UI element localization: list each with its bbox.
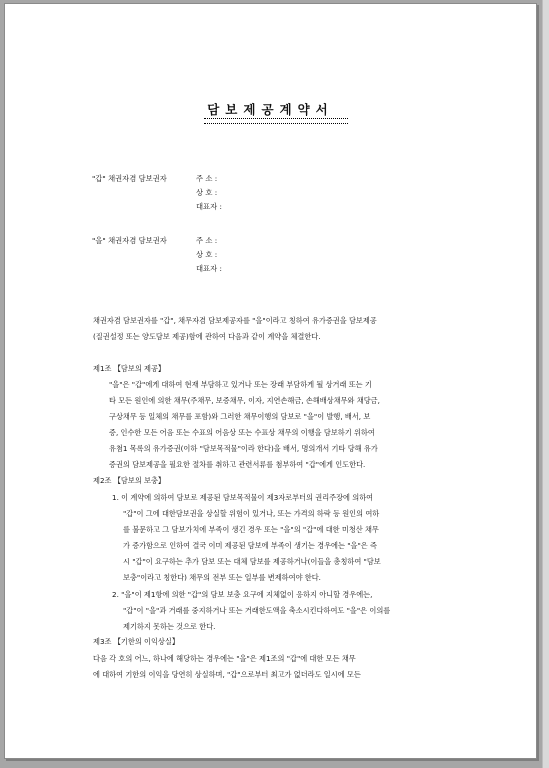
- article-2-item-2-line: 제기하지 못하는 것으로 한다.: [123, 622, 216, 631]
- article-1-line: 타 모든 원인에 의한 채무(주채무, 보증채무, 이자, 지연손해금, 손해배상채무와 채당금,: [109, 396, 380, 405]
- article-2-item-1-line: 시 "갑"이 요구하는 추가 담보 또는 대체 담보를 제공하거나(이들을 총칭하여 "담보: [123, 557, 381, 566]
- article-2-item-1-line: 보충"이라고 칭한다) 채무의 전부 또는 일부를 변제하여야 한다.: [123, 573, 321, 582]
- intro-line: (질권설정 또는 양도담보 제공)함에 관하여 다음과 같이 계약을 체결한다.: [93, 332, 321, 341]
- article-3-heading: 제3조 【기한의 이익상실】: [93, 637, 180, 646]
- document-title: 담보제공계약서: [207, 102, 334, 117]
- article-1-line: 증, 인수한 모든 어음 또는 수표의 어음상 또는 수표상 채무의 이행을 담보하기 위하여: [109, 428, 375, 437]
- article-1-line: 유첨1 목록의 유가증권(이하 "담보목적물"이라 한다)을 배서, 명의개서 기타 당해 유가: [109, 444, 378, 453]
- title-double-underline: [204, 118, 348, 124]
- article-3-line: 에 대하여 기한의 이익을 당연히 상실하며, "갑"으로부터 최고가 없더라도 일시에 모든: [93, 670, 361, 679]
- intro-line: 채권자겸 담보권자를 "갑", 채무자겸 담보제공자를 "을"이라고 칭하여 유가증권을 담보제공: [93, 316, 377, 325]
- party-a-rep-label: 대표자 :: [196, 202, 222, 211]
- party-a-block: [92, 175, 352, 215]
- article-2-item-1-line: 를 불문하고 그 담보가치에 부족이 생긴 경우 또는 "을"의 "갑"에 대한 미청산 채무: [123, 525, 379, 534]
- party-a-role: "갑" 채권자겸 담보권자: [92, 174, 167, 183]
- article-2-item-2-line: 2. "을"이 제1항에 의한 "갑"의 담보 보충 요구에 지체없이 응하지 아니할 경우에는,: [112, 590, 373, 599]
- article-1-line: "을"은 "갑"에게 대하여 현재 부담하고 있거나 또는 장래 부담하게 될 상거래 또는 기: [109, 380, 372, 389]
- article-2-item-1-line: 가 증가함으로 인하여 결국 이미 제공된 담보에 부족이 생기는 경우에는 "을"은 즉: [123, 541, 377, 550]
- document-page: [4, 3, 537, 759]
- vertical-scrollbar[interactable]: [542, 0, 549, 768]
- article-2-heading: 제2조 【담보의 보충】: [93, 476, 166, 485]
- article-1-heading: 제1조 【담보의 제공】: [93, 364, 166, 373]
- party-b-rep-label: 대표자 :: [196, 264, 222, 273]
- article-2-item-2-line: "갑"이 "을"과 거래를 중지하거나 또는 거래한도액을 축소시킨다하여도 "을"은 이의를: [123, 606, 391, 615]
- party-b-company-label: 상 호 :: [196, 250, 218, 259]
- party-a-company-label: 상 호 :: [196, 188, 218, 197]
- article-1-line: 증권의 담보제공을 필요한 절차를 취하고 관련서류를 첨부하여 "갑"에게 인도한다.: [109, 460, 366, 469]
- article-1-line: 구상채무 등 일체의 채무를 포함)와 그러한 채무이행의 담보로 "을"이 발행, 배서, 보: [109, 412, 371, 421]
- party-b-role: "을" 채권자겸 담보권자: [92, 236, 167, 245]
- article-2-item-1-line: "갑"이 그에 대한담보권을 상실할 위험이 있거나, 또는 가격의 하락 등 원인의 여하: [123, 509, 380, 518]
- party-b-address-label: 주 소 :: [196, 236, 218, 245]
- party-a-address-label: 주 소 :: [196, 174, 218, 183]
- article-2-item-1-line: 1. 이 계약에 의하여 담보로 제공된 담보목적물이 제3자로부터의 권리주장에 의하여: [112, 493, 374, 502]
- party-b-block: [92, 237, 352, 277]
- article-3-line: 다음 각 호의 어느, 하나에 해당하는 경우에는 "을"은 제1조의 "갑"에 대한 모든 채무: [93, 654, 356, 663]
